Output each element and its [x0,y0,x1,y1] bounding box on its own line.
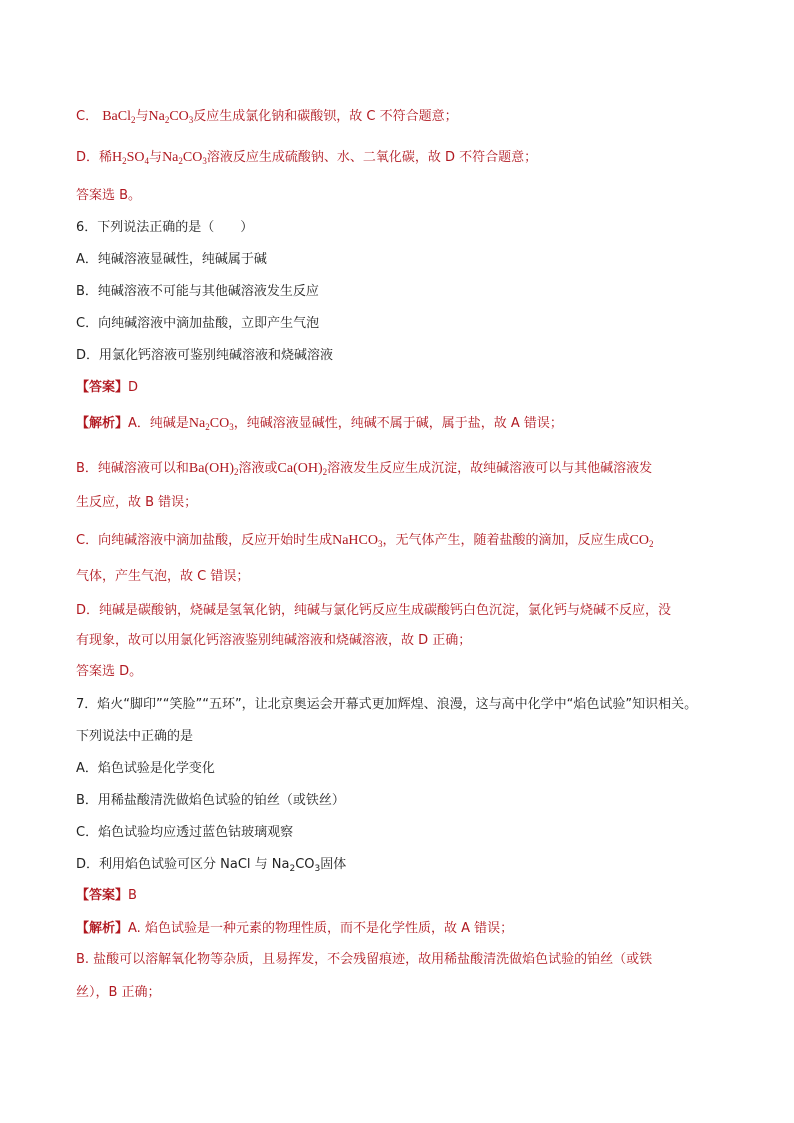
q6-option-b: B．纯碱溶液不可能与其他碱溶液发生反应 [76,284,319,299]
formula-h2so4: $H_2SO_4$ [112,150,150,166]
option-d-explanation: D．稀$H_2SO_4$与$Na_2CO_3$溶液反应生成硫酸钠、水、二氧化碳，故 D 不符合题意； [76,150,538,166]
q6-answer: 【答案】D [76,380,139,395]
formula-na2co3: $Na_2CO_3$ [148,109,194,125]
q7-option-c: C．焰色试验均应透过蓝色钴玻璃观察 [76,825,294,840]
q7-answer: 【答案】B [76,888,137,903]
q6-explanation-d: D．纯碱是碳酸钠，烧碱是氢氧化钠，纯碱与氯化钙反应生成碳酸钙白色沉淀，氯化钙与烧碱不反应，没 [76,603,672,618]
formula-bacl2: BaCl$_2$ [102,109,136,125]
q6-explanation-b: B．纯碱溶液可以和$Ba(OH)_2$溶液或$Ca(OH)_2$溶液发生反应生成沉淀，故纯碱溶液可以与其他碱溶液发 [76,461,653,477]
q7-option-d: D．利用焰色试验可区分 NaCl 与 $Na_2CO_3$固体 [76,857,347,874]
question-7-cont: 下列说法中正确的是 [76,729,194,744]
q6-option-d: D．用氯化钙溶液可鉴别纯碱溶液和烧碱溶液 [76,348,334,363]
formula-caoh2: $Ca(OH)_2$ [277,461,328,477]
q6-option-c: C．向纯碱溶液中滴加盐酸，立即产生气泡 [76,316,320,331]
formula-baoh2: $Ba(OH)_2$ [188,461,239,477]
q6-option-a: A．纯碱溶液显碱性，纯碱属于碱 [76,252,267,267]
formula-na2co3: $Na_2CO_3$ [188,416,234,432]
q7-explanation-b-cont: 丝），B 正确； [76,985,161,1000]
q6-explanation-c-cont: 气体，产生气泡，故 C 错误； [76,569,250,584]
question-6: 6．下列说法正确的是（ ） [76,220,254,235]
q6-explanation-a: 【解析】A．纯碱是$Na_2CO_3$，纯碱溶液显碱性，纯碱不属于碱，属于盐，故 A 错误； [76,416,563,432]
q6-explanation-b-cont: 生反应，故 B 错误； [76,495,198,510]
q6-explanation-c: C．向纯碱溶液中滴加盐酸，反应开始时生成NaHCO$_3$，无气体产生，随着盐酸的滴加，反应生成$CO_2$ [76,533,654,549]
q6-final-answer: 答案选 D。 [76,664,143,679]
question-7: 7．焰火“脚印”“笑脸”“五环”，让北京奥运会开幕式更加辉煌、浪漫，这与高中化学中“焰色试验”知识相关。 [76,697,698,712]
q7-option-b: B．用稀盐酸清洗做焰色试验的铂丝（或铁丝） [76,793,345,808]
answer-line: 答案选 B。 [76,188,142,203]
formula-na2co3: $Na_2CO_3$ [162,150,207,166]
formula-co2: $CO_2$ [629,533,654,549]
q7-option-a: A．焰色试验是化学变化 [76,761,215,776]
formula-nahco3: NaHCO$_3$ [332,533,383,549]
option-c-explanation: C． BaCl$_2$与$Na_2CO_3$反应生成氯化钠和碳酸钡，故 C 不符合题意； [76,109,458,125]
q7-explanation-a: 【解析】A. 焰色试验是一种元素的物理性质，而不是化学性质，故 A 错误； [76,921,514,936]
q6-explanation-d-cont: 有现象，故可以用氯化钙溶液鉴别纯碱溶液和烧碱溶液，故 D 正确； [76,633,472,648]
q7-explanation-b: B. 盐酸可以溶解氧化物等杂质，且易挥发，不会残留痕迹，故用稀盐酸清洗做焰色试验的铂丝（或铁 [76,952,653,967]
